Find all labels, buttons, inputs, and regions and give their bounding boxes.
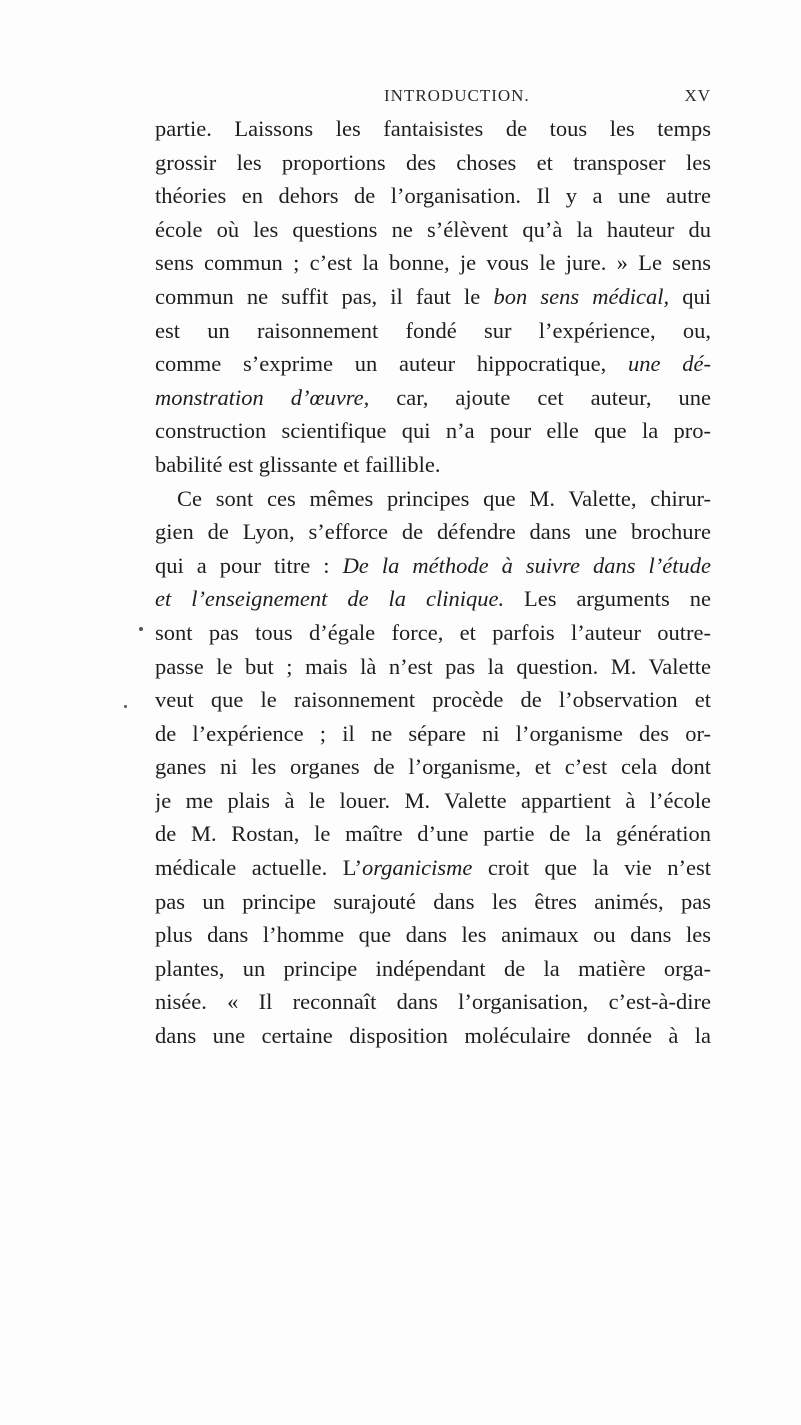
text-line	[155, 213, 711, 247]
text-line	[155, 717, 711, 751]
margin-speck	[139, 627, 143, 631]
text-segment: de l’expérience ; il ne sépare ni l’organisme des or-	[155, 720, 711, 746]
text-line	[155, 179, 711, 213]
text-line	[155, 985, 711, 1019]
text-line	[155, 918, 711, 952]
text-line	[155, 381, 711, 415]
text-line	[155, 482, 711, 516]
text-segment: pas un principe surajouté dans les êtres animés, pas	[155, 888, 711, 914]
text-line	[155, 280, 711, 314]
text-line	[155, 146, 711, 180]
text-line	[155, 616, 711, 650]
text-segment: partie. Laissons les fantaisistes de tous les temps	[155, 116, 711, 141]
running-head	[155, 86, 711, 110]
text-line	[155, 448, 711, 482]
text-segment: plus dans l’homme que dans les animaux ou dans les	[155, 922, 711, 948]
text-segment: qui a pour titre :	[155, 552, 343, 578]
text-segment: qui	[669, 283, 711, 309]
italic-text: et l’enseignement de la clinique.	[155, 586, 505, 612]
text-line	[155, 582, 711, 616]
text-line	[155, 1019, 711, 1053]
text-line	[155, 885, 711, 919]
text-line	[155, 112, 711, 146]
text-segment: car, ajoute cet auteur, une	[369, 384, 711, 410]
text-segment: je me plais à le louer. M. Valette appartient à l’école	[155, 787, 711, 813]
text-segment: babilité est glissante et faillible.	[155, 451, 441, 477]
text-segment: dans une certaine disposition moléculaire donnée à la	[155, 1023, 711, 1049]
text-segment: passe le but ; mais là n’est pas la question. M. Valette	[155, 653, 711, 679]
text-segment: grossir les proportions des choses et transposer les	[155, 149, 711, 175]
text-segment: plantes, un principe indépendant de la matière orga-	[155, 955, 711, 981]
text-line	[155, 549, 711, 583]
text-line	[155, 683, 711, 717]
text-line	[155, 515, 711, 549]
text-line	[155, 952, 711, 986]
text-line	[155, 314, 711, 348]
text-segment: Ce sont ces mêmes principes que M. Valette, chirur-	[177, 485, 711, 511]
text-segment: école où les questions ne s’élèvent qu’à la hauteur du	[155, 216, 711, 242]
text-segment: nisée. « Il reconnaît dans l’organisation, c’est-à-dire	[155, 989, 711, 1015]
text-segment: comme s’exprime un auteur hippocratique,	[155, 351, 629, 377]
text-segment: croit que la vie n’est	[472, 855, 711, 881]
text-segment: veut que le raisonnement procède de l’observation et	[155, 687, 711, 713]
text-line	[155, 784, 711, 818]
text-segment: sens commun ; c’est la bonne, je vous le jure. » Le sens	[155, 250, 711, 276]
margin-speck	[124, 705, 127, 708]
text-segment: est un raisonnement fondé sur l’expérience, ou,	[155, 317, 711, 343]
text-segment: sont pas tous d’égale force, et parfois l’auteur outre-	[155, 619, 711, 645]
text-segment: de M. Rostan, le maître d’une partie de la génération	[155, 821, 711, 847]
text-line	[155, 817, 711, 851]
italic-text: organicisme	[361, 855, 473, 881]
italic-text: bon sens médical,	[493, 283, 670, 309]
text-line	[155, 246, 711, 280]
italic-text: une dé-	[628, 351, 711, 377]
text-segment: Les arguments ne	[504, 586, 711, 612]
text-line	[155, 347, 711, 381]
italic-text: monstration d’œuvre,	[155, 384, 370, 410]
italic-text: De la méthode à suivre dans l’étude	[342, 552, 711, 578]
text-line	[155, 750, 711, 784]
text-line	[155, 650, 711, 684]
text-segment: ganes ni les organes de l’organisme, et c’est cela dont	[155, 754, 711, 780]
text-line	[155, 851, 711, 885]
text-segment: gien de Lyon, s’efforce de défendre dans une brochure	[155, 519, 711, 545]
text-segment: médicale actuelle. L’	[155, 855, 362, 881]
page-number: XV	[684, 86, 711, 105]
text-segment: théories en dehors de l’organisation. Il y a une autre	[155, 183, 711, 209]
body-text	[155, 112, 711, 1053]
running-title: INTRODUCTION.	[384, 86, 530, 105]
text-segment: commun ne suffit pas, il faut le	[155, 283, 494, 309]
text-segment: construction scientifique qui n’a pour elle que la pro-	[155, 418, 711, 444]
text-line	[155, 414, 711, 448]
